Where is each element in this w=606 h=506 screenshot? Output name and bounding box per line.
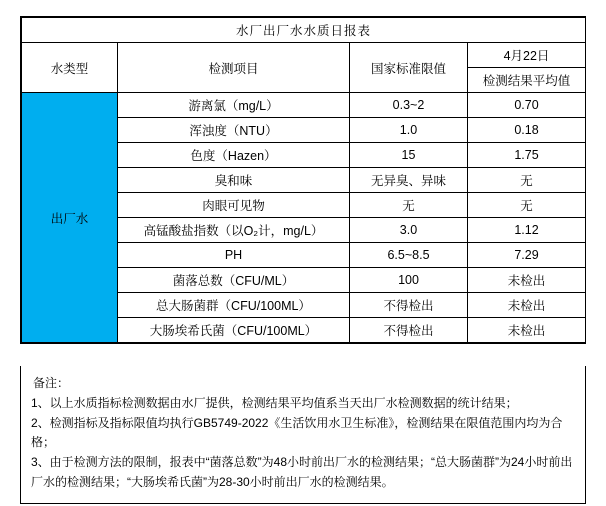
- row-item: 浑浊度（NTU）: [118, 118, 350, 143]
- row-item: 大肠埃希氏菌（CFU/100ML）: [118, 318, 350, 343]
- notes-label: 备注：: [33, 376, 70, 390]
- header-national-limit: 国家标准限值: [350, 43, 468, 93]
- row-limit: 3.0: [350, 218, 468, 243]
- row-result: 1.75: [468, 143, 586, 168]
- row-item: 臭和味: [118, 168, 350, 193]
- row-limit: 0.3~2: [350, 93, 468, 118]
- row-limit: 无异臭、异味: [350, 168, 468, 193]
- page-title: 水厂出厂水水质日报表: [22, 18, 586, 43]
- note-line-3: 3、由于检测方法的限制，报表中“菌落总数”为48小时前出厂水的检测结果；“总大肠菌群”为24小时前出厂水的检测结果；“大肠埃希氏菌”为28-30小时前出厂水的检测结果。: [31, 455, 573, 489]
- water-quality-report: [20, 16, 586, 344]
- row-limit: 100: [350, 268, 468, 293]
- row-result: 7.29: [468, 243, 586, 268]
- row-limit: 无: [350, 193, 468, 218]
- row-limit: 15: [350, 143, 468, 168]
- report-table: [21, 17, 586, 343]
- row-item: 总大肠菌群（CFU/100ML）: [118, 293, 350, 318]
- note-line-1: 1、以上水质指标检测数据由水厂提供，检测结果平均值系当天出厂水检测数据的统计结果；: [31, 395, 518, 410]
- row-limit: 1.0: [350, 118, 468, 143]
- row-item: 游离氯（mg/L）: [118, 93, 350, 118]
- row-result: 未检出: [468, 293, 586, 318]
- row-result: 无: [468, 168, 586, 193]
- row-result: 无: [468, 193, 586, 218]
- table-header-row: [22, 43, 586, 68]
- note-line-2: 2、检测指标及指标限值均执行GB5749-2022《生活饮用水卫生标准》，检测结果在限值范围内均为合格；: [31, 415, 563, 450]
- row-item: 高锰酸盐指数（以O₂计，mg/L）: [118, 218, 350, 243]
- row-result: 1.12: [468, 218, 586, 243]
- water-type-value: 出厂水: [22, 93, 118, 343]
- row-result: 0.70: [468, 93, 586, 118]
- row-limit: 不得检出: [350, 293, 468, 318]
- header-date: 4月22日: [468, 43, 586, 68]
- table-row: [22, 93, 586, 118]
- row-result: 未检出: [468, 318, 586, 343]
- row-result: 未检出: [468, 268, 586, 293]
- header-result-average: 检测结果平均值: [468, 68, 586, 93]
- row-limit: 不得检出: [350, 318, 468, 343]
- row-item: PH: [118, 243, 350, 268]
- row-item: 肉眼可见物: [118, 193, 350, 218]
- notes-section: [20, 366, 586, 504]
- header-water-type: 水类型: [22, 43, 118, 93]
- header-test-item: 检测项目: [118, 43, 350, 93]
- row-item: 菌落总数（CFU/ML）: [118, 268, 350, 293]
- row-result: 0.18: [468, 118, 586, 143]
- row-limit: 6.5~8.5: [350, 243, 468, 268]
- table-title-row: [22, 18, 586, 43]
- row-item: 色度（Hazen）: [118, 143, 350, 168]
